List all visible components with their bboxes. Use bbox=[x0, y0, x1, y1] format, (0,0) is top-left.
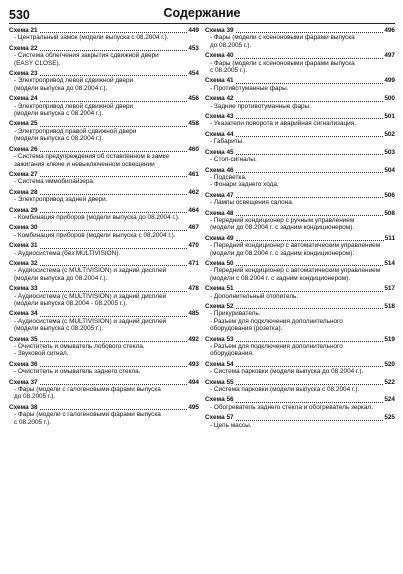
toc-entry-page: 471 bbox=[188, 259, 199, 267]
toc-entry-description: - Очиститель и омыватель заднего стекла. bbox=[14, 368, 141, 376]
toc-entry-title: Схема 21 bbox=[9, 27, 38, 34]
toc-entry bbox=[205, 149, 395, 164]
toc-entry-description: с 08.2005 г.). bbox=[14, 418, 52, 426]
toc-entry-title: Схема 29 bbox=[9, 206, 38, 214]
toc-entry bbox=[205, 379, 395, 394]
toc-entry-description: - Стоп-сигналы. bbox=[210, 156, 257, 164]
toc-entry-heading bbox=[205, 95, 395, 102]
toc-entry-page: 478 bbox=[188, 285, 199, 293]
toc-entry-title: Схема 37 bbox=[9, 378, 38, 386]
toc-entry bbox=[9, 310, 199, 332]
dot-leader bbox=[236, 401, 384, 403]
toc-entry-page: 519 bbox=[384, 335, 395, 343]
toc-entry-title: Схема 22 bbox=[9, 44, 38, 52]
dot-leader bbox=[40, 49, 188, 51]
dot-leader bbox=[40, 211, 188, 213]
toc-entry-description: - Комбинация приборов (модели выпуска с 08.2004 г.). bbox=[14, 231, 176, 239]
dot-leader bbox=[236, 100, 384, 102]
toc-entry-description: (модели выпуска с 08.2004 г.). bbox=[14, 110, 104, 118]
dot-leader bbox=[236, 31, 384, 33]
toc-entry-page: 494 bbox=[188, 378, 199, 386]
toc-entry bbox=[9, 207, 199, 222]
toc-entry-heading bbox=[205, 210, 395, 217]
toc-entry-title: Схема 49 bbox=[205, 234, 234, 242]
dot-leader bbox=[40, 383, 188, 385]
toc-columns bbox=[9, 27, 395, 432]
toc-entry-heading bbox=[205, 52, 395, 59]
toc-entry-description: - Фонари заднего хода. bbox=[210, 181, 279, 189]
toc-entry-page: 502 bbox=[384, 130, 395, 138]
dot-leader bbox=[40, 100, 188, 102]
toc-entry bbox=[9, 224, 199, 239]
toc-entry-heading bbox=[9, 95, 199, 102]
dot-leader bbox=[236, 57, 384, 59]
dot-leader bbox=[40, 290, 188, 292]
toc-entry-heading bbox=[205, 396, 395, 403]
toc-entry-page: 525 bbox=[384, 414, 395, 422]
toc-entry-title: Схема 28 bbox=[9, 188, 38, 196]
toc-entry-description: (модели с 08.2004 г. с задним кондиционером). bbox=[210, 274, 351, 282]
toc-entry-description: - Передний кондиционер с автоматическим управлением bbox=[210, 267, 381, 275]
toc-entry-description: - Очиститель и омыватель лобового стекла. bbox=[14, 343, 145, 351]
toc-entry-title: Схема 54 bbox=[205, 360, 234, 368]
toc-entry-description: - Дополнительный отопитель. bbox=[210, 292, 299, 300]
dot-leader bbox=[236, 383, 384, 385]
toc-entry-page: 470 bbox=[188, 242, 199, 250]
toc-entry-page: 492 bbox=[188, 335, 199, 343]
toc-entry bbox=[9, 120, 199, 142]
toc-entry-title: Схема 41 bbox=[205, 77, 234, 85]
toc-entry-title: Схема 39 bbox=[205, 27, 234, 34]
toc-entry bbox=[205, 52, 395, 74]
toc-entry-page: 503 bbox=[384, 148, 395, 156]
dot-leader bbox=[40, 340, 188, 342]
toc-entry-page: 514 bbox=[384, 259, 395, 267]
toc-entry-page: 467 bbox=[188, 224, 199, 232]
dot-leader bbox=[40, 229, 188, 231]
toc-entry-description: - Противотуманные фары. bbox=[210, 84, 289, 92]
toc-entry-title: Схема 33 bbox=[9, 285, 38, 293]
toc-entry-description: - Передний кондиционер с автоматическим управлением bbox=[210, 242, 381, 250]
toc-entry-description: - Система иммобилайзера. bbox=[14, 178, 95, 186]
toc-entry-description: - Передний кондиционер с ручным управлением bbox=[210, 216, 355, 224]
toc-entry-heading bbox=[205, 336, 395, 343]
toc-entry-description: (модели выпуска с 08.2004 г.). bbox=[14, 135, 104, 143]
toc-entry-page: 501 bbox=[384, 113, 395, 121]
toc-entry-title: Схема 40 bbox=[205, 52, 234, 60]
toc-entry-page: 500 bbox=[384, 95, 395, 103]
toc-entry-title: Схема 36 bbox=[9, 360, 38, 368]
toc-entry-title: Схема 25 bbox=[9, 120, 38, 128]
toc-entry-description: - Аудиосистема (с MULTIVISION) и задний дисплей bbox=[14, 267, 167, 275]
toc-entry-description: (модели выпуска с 08.2005 г.). bbox=[14, 325, 104, 333]
toc-entry-heading bbox=[9, 189, 199, 196]
toc-entry bbox=[9, 285, 199, 307]
toc-entry-title: Схема 48 bbox=[205, 209, 234, 217]
toc-entry bbox=[205, 285, 395, 300]
toc-entry-description: до 08.2005 г.). bbox=[14, 393, 56, 401]
toc-entry bbox=[9, 189, 199, 204]
toc-entry-description: - Электропривод правой сдвижной двери bbox=[14, 127, 137, 135]
toc-entry-heading bbox=[9, 120, 199, 127]
toc-entry-title: Схема 23 bbox=[9, 70, 38, 78]
toc-entry-description: - Электропривод задней двери. bbox=[14, 196, 108, 204]
toc-entry-description: - Фары (модели с галогеновыми фарами выпуска bbox=[14, 411, 161, 419]
toc-column-left bbox=[9, 27, 199, 432]
toc-entry-heading bbox=[205, 361, 395, 368]
dot-leader bbox=[40, 315, 188, 317]
toc-entry-title: Схема 27 bbox=[9, 170, 38, 178]
toc-entry-description: - Обогреватель заднего стекла и обогреватель зеркал. bbox=[210, 403, 373, 411]
toc-entry bbox=[9, 70, 199, 92]
toc-entry-description: - Комбинация приборов (модели выпуска до 08.2004 г.). bbox=[14, 213, 180, 221]
toc-entry-heading bbox=[205, 167, 395, 174]
toc-entry bbox=[205, 95, 395, 110]
toc-entry-description: - Аудиосистема (с MULTIVISION) и задний дисплей bbox=[14, 317, 167, 325]
dot-leader bbox=[236, 239, 384, 241]
toc-entry-description: - Система предупреждения об оставленном в замке bbox=[14, 153, 170, 161]
toc-entry-page: 522 bbox=[384, 378, 395, 386]
toc-entry-title: Схема 30 bbox=[9, 224, 38, 232]
toc-entry-description: - Электропривод левой сдвижной двери bbox=[14, 77, 134, 85]
toc-entry-description: - Прикуриватель. bbox=[210, 310, 261, 318]
toc-entry-description: - Габариты. bbox=[210, 138, 245, 146]
toc-entry-page: 504 bbox=[384, 166, 395, 174]
toc-entry bbox=[9, 146, 199, 168]
toc-entry-description: оборудования (розетка). bbox=[210, 325, 283, 333]
toc-entry-description: (модели выпуска до 08.2004 г.). bbox=[14, 84, 108, 92]
toc-entry-description: - Подсветка. bbox=[210, 173, 247, 181]
toc-entry-heading bbox=[205, 379, 395, 386]
toc-entry-title: Схема 46 bbox=[205, 166, 234, 174]
dot-leader bbox=[236, 365, 384, 367]
dot-leader bbox=[236, 340, 384, 342]
toc-entry-heading bbox=[9, 224, 199, 231]
dot-leader bbox=[236, 196, 384, 198]
toc-entry-title: Схема 42 bbox=[205, 95, 234, 103]
dot-leader bbox=[40, 247, 188, 249]
toc-entry-title: Схема 38 bbox=[9, 403, 38, 411]
dot-leader bbox=[40, 193, 188, 195]
toc-entry bbox=[9, 379, 199, 401]
toc-entry-page: 460 bbox=[188, 145, 199, 153]
toc-entry-page: 520 bbox=[384, 360, 395, 368]
toc-entry-description: оборудования. bbox=[210, 350, 254, 358]
dot-leader bbox=[40, 175, 188, 177]
toc-entry bbox=[205, 167, 395, 189]
toc-entry-page: 517 bbox=[384, 285, 395, 293]
toc-entry-description: - Фары (модели с ксеноновыми фарами выпуска bbox=[210, 34, 355, 42]
toc-entry-heading bbox=[9, 379, 199, 386]
toc-entry bbox=[9, 361, 199, 376]
toc-entry-description: (модели выпуска 08.2004 - 08.2005 г.). bbox=[14, 300, 127, 307]
toc-entry-description: - Аудиосистема (с MULTIVISION) и задний дисплей bbox=[14, 292, 167, 300]
dot-leader bbox=[40, 125, 188, 127]
page-header bbox=[9, 4, 395, 24]
toc-entry-description: - Аудиосистема (без MULTIVISION). bbox=[14, 249, 121, 257]
toc-entry-title: Схема 32 bbox=[9, 259, 38, 267]
toc-entry-title: Схема 45 bbox=[205, 148, 234, 156]
toc-entry bbox=[9, 336, 199, 358]
dot-leader bbox=[236, 171, 384, 173]
toc-entry-title: Схема 26 bbox=[9, 145, 38, 153]
toc-entry-page: 508 bbox=[384, 209, 395, 217]
dot-leader bbox=[40, 365, 188, 367]
toc-entry-heading bbox=[9, 285, 199, 292]
toc-column-right bbox=[205, 27, 395, 432]
toc-entry-heading bbox=[205, 77, 395, 84]
toc-entry-description: - Фары (модели с ксеноновыми фарами выпуска bbox=[210, 59, 355, 67]
toc-entry-heading bbox=[9, 361, 199, 368]
toc-entry-page: 453 bbox=[188, 44, 199, 52]
dot-leader bbox=[236, 214, 384, 216]
page-number: 530 bbox=[9, 8, 30, 22]
toc-entry-page: 456 bbox=[188, 95, 199, 103]
page-title: Содержание bbox=[163, 6, 241, 20]
toc-entry bbox=[9, 171, 199, 186]
dot-leader bbox=[40, 150, 188, 152]
toc-entry-description: с 08.2005 г.). bbox=[210, 67, 248, 75]
toc-entry-page: 462 bbox=[188, 188, 199, 196]
toc-entry-description: - Центральный замок (модели выпуска с 08.2004 г.). bbox=[14, 34, 169, 42]
toc-entry bbox=[9, 404, 199, 426]
toc-entry-heading bbox=[205, 285, 395, 292]
toc-entry bbox=[205, 235, 395, 257]
toc-entry bbox=[9, 45, 199, 67]
toc-entry-heading bbox=[9, 404, 199, 411]
toc-entry-page: 485 bbox=[188, 310, 199, 318]
toc-entry-page: 518 bbox=[384, 303, 395, 310]
toc-entry-heading bbox=[205, 149, 395, 156]
toc-entry-page: 524 bbox=[384, 396, 395, 404]
toc-entry bbox=[205, 113, 395, 128]
toc-entry bbox=[205, 192, 395, 207]
toc-entry-page: 464 bbox=[188, 206, 199, 214]
dot-leader bbox=[236, 82, 384, 84]
toc-entry-description: - Система парковки (модели выпуска с 08.2004 г.). bbox=[210, 386, 360, 394]
toc-entry-title: Схема 43 bbox=[205, 113, 234, 121]
toc-entry-page: 454 bbox=[188, 70, 199, 78]
toc-entry-description: - Фары (модели с галогеновыми фарами выпуска bbox=[14, 386, 161, 394]
dot-leader bbox=[40, 408, 188, 410]
toc-entry-page: 458 bbox=[188, 120, 199, 128]
toc-entry-description: - Разъем для подключения дополнительного bbox=[210, 343, 343, 351]
toc-entry-page: 499 bbox=[384, 77, 395, 85]
toc-entry bbox=[205, 414, 395, 429]
toc-entry-description: (модели до 08.2004 г. с задним кондиционером). bbox=[210, 249, 355, 257]
toc-entry bbox=[9, 242, 199, 257]
toc-entry-description: до 08.2005 г.). bbox=[210, 41, 252, 49]
toc-entry-page: 496 bbox=[384, 27, 395, 34]
toc-entry-page: 495 bbox=[188, 403, 199, 411]
toc-entry bbox=[205, 131, 395, 146]
toc-entry bbox=[205, 210, 395, 232]
toc-entry-heading bbox=[205, 414, 395, 421]
toc-entry-title: Схема 53 bbox=[205, 335, 234, 343]
toc-entry bbox=[205, 77, 395, 92]
toc-entry-description: - Лампы освещения салона. bbox=[210, 199, 294, 207]
toc-entry-title: Схема 55 bbox=[205, 378, 234, 386]
toc-entry-heading bbox=[9, 336, 199, 343]
toc-entry-description: - Цепь массы. bbox=[210, 421, 252, 429]
toc-entry-description: - Разъем для подключения дополнительного bbox=[210, 317, 343, 325]
toc-entry bbox=[205, 260, 395, 282]
toc-entry-heading bbox=[9, 242, 199, 249]
toc-entry-heading bbox=[9, 146, 199, 153]
toc-entry-title: Схема 47 bbox=[205, 191, 234, 199]
document-page bbox=[0, 4, 403, 574]
toc-entry-page: 449 bbox=[188, 27, 199, 34]
toc-entry-description: (модели выпуска до 08.2004 г.). bbox=[14, 274, 108, 282]
toc-entry-heading bbox=[9, 310, 199, 317]
toc-entry-heading bbox=[205, 27, 395, 34]
toc-entry-title: Схема 24 bbox=[9, 95, 38, 103]
dot-leader bbox=[236, 153, 384, 155]
toc-entry-description: - Система парковки (модели выпуска до 08.2004 г.). bbox=[210, 368, 364, 376]
dot-leader bbox=[236, 290, 384, 292]
toc-entry bbox=[205, 303, 395, 333]
toc-entry-page: 493 bbox=[188, 360, 199, 368]
toc-entry bbox=[9, 95, 199, 117]
toc-entry-heading bbox=[205, 303, 395, 310]
toc-entry-title: Схема 57 bbox=[205, 414, 234, 422]
dot-leader bbox=[236, 135, 384, 137]
toc-entry-description: - Звуковой сигнал. bbox=[14, 350, 69, 358]
toc-entry-title: Схема 52 bbox=[205, 303, 234, 310]
toc-entry-description: (EASY CLOSE). bbox=[14, 59, 61, 67]
dot-leader bbox=[236, 419, 384, 421]
toc-entry bbox=[205, 361, 395, 376]
toc-entry-description: - Система облегчения закрытия сдвижной двери bbox=[14, 52, 159, 60]
toc-entry bbox=[205, 336, 395, 358]
toc-entry-title: Схема 50 bbox=[205, 259, 234, 267]
dot-leader bbox=[236, 307, 384, 309]
toc-entry-description: - Задние противотуманные фары. bbox=[210, 102, 311, 110]
toc-entry-title: Схема 51 bbox=[205, 285, 234, 293]
toc-entry-description: - Электропривод левой сдвижной двери bbox=[14, 102, 134, 110]
toc-entry bbox=[205, 27, 395, 49]
toc-entry bbox=[9, 260, 199, 282]
toc-entry-title: Схема 56 bbox=[205, 396, 234, 404]
toc-entry-description: (модели до 08.2004 г. с задним кондиционером). bbox=[210, 224, 355, 232]
toc-entry bbox=[9, 27, 199, 42]
toc-entry-description: - Указатели поворота и аварийная сигнализация. bbox=[210, 120, 356, 128]
toc-entry-heading bbox=[9, 207, 199, 214]
toc-entry-page: 497 bbox=[384, 52, 395, 60]
toc-entry-title: Схема 44 bbox=[205, 130, 234, 138]
toc-entry-title: Схема 31 bbox=[9, 242, 38, 250]
toc-entry-page: 461 bbox=[188, 170, 199, 178]
toc-entry bbox=[205, 396, 395, 411]
toc-entry-heading bbox=[205, 192, 395, 199]
toc-entry-title: Схема 34 bbox=[9, 310, 38, 318]
toc-entry-description: зажигания ключе и невыключенном освещении bbox=[14, 160, 155, 168]
toc-entry-page: 511 bbox=[384, 234, 395, 242]
toc-entry-page: 506 bbox=[384, 191, 395, 199]
toc-entry-title: Схема 35 bbox=[9, 335, 38, 343]
